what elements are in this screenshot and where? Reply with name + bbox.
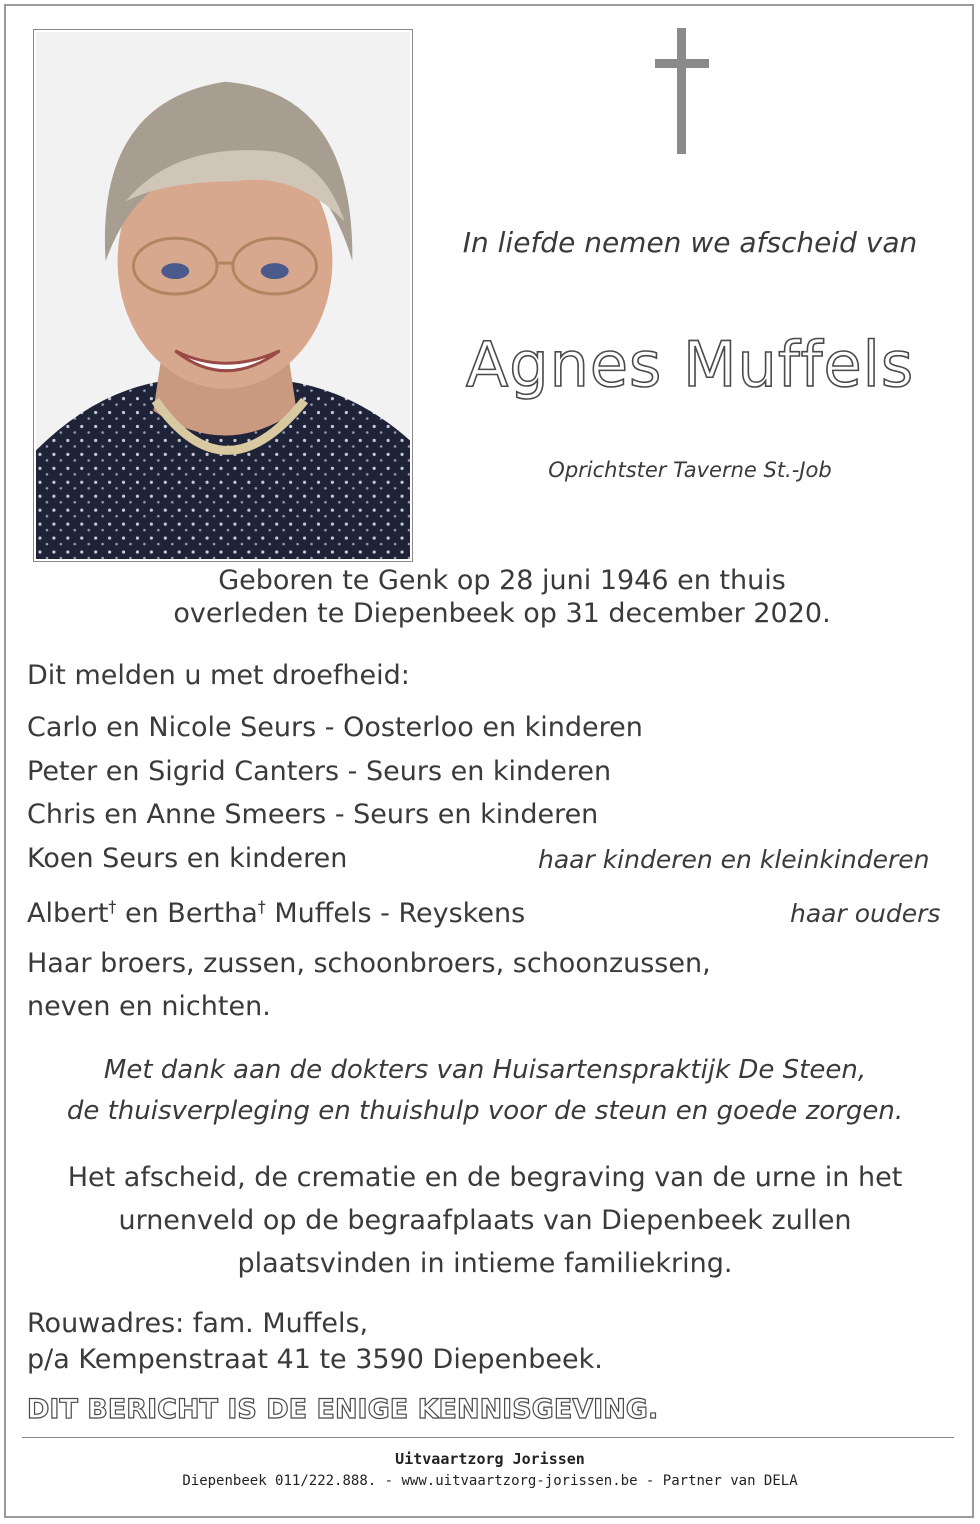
funeral-home-name: Uitvaartzorg Jorissen — [395, 1450, 585, 1468]
farewell-line: urnenveld op de begraafplaats van Diepenbeek zullen — [118, 1205, 852, 1236]
extended-family — [27, 942, 711, 1028]
parent-name: Albert — [27, 898, 109, 929]
parent-conjunction: en Bertha — [116, 898, 258, 929]
funeral-home-details: Diepenbeek 011/222.888. - www.uitvaartzorg-jorissen.be - Partner van DELA — [182, 1473, 798, 1489]
parents-role: haar ouders — [790, 899, 941, 928]
cross-icon — [655, 28, 709, 154]
announcement: Dit melden u met droefheid: — [27, 660, 410, 691]
parents-line — [27, 897, 525, 929]
portrait-photo — [33, 29, 413, 562]
extended-family-line: neven en nichten. — [27, 991, 271, 1022]
dagger-icon: † — [108, 897, 117, 916]
family-line: Koen Seurs en kinderen — [27, 843, 348, 874]
extended-family-line: Haar broers, zussen, schoonbroers, schoonzussen, — [27, 948, 711, 979]
parent-surnames: Muffels - Reyskens — [265, 898, 526, 929]
death-line: overleden te Diepenbeek op 31 december 2020. — [173, 598, 831, 629]
deceased-name: Agnes Muffels — [465, 328, 915, 401]
address-line: p/a Kempenstraat 41 te 3590 Diepenbeek. — [27, 1344, 603, 1375]
life-dates — [0, 564, 980, 630]
dagger-icon: † — [257, 897, 266, 916]
family-line: Chris en Anne Smeers - Seurs en kinderen — [27, 799, 599, 830]
thanks-line: de thuisverpleging en thuishulp voor de steun en goede zorgen. — [66, 1096, 904, 1126]
mourning-address — [27, 1306, 603, 1378]
intro-text: In liefde nemen we afscheid van — [462, 226, 918, 259]
occupation: Oprichtster Taverne St.-Job — [548, 458, 832, 482]
farewell-line: plaatsvinden in intieme familiekring. — [237, 1248, 733, 1279]
children-role: haar kinderen en kleinkinderen — [538, 845, 930, 874]
farewell-text — [0, 1156, 970, 1285]
farewell-line: Het afscheid, de crematie en de begraving van de urne in het — [67, 1162, 903, 1193]
address-line: Rouwadres: fam. Muffels, — [27, 1308, 369, 1339]
family-line: Peter en Sigrid Canters - Seurs en kinderen — [27, 756, 612, 787]
divider — [22, 1437, 954, 1438]
birth-line: Geboren te Genk op 28 juni 1946 en thuis — [218, 565, 786, 596]
thanks-text — [0, 1050, 970, 1132]
thanks-line: Met dank aan de dokters van Huisartenspraktijk De Steen, — [103, 1055, 867, 1085]
only-notice: DIT BERICHT IS DE ENIGE KENNISGEVING. — [27, 1394, 659, 1425]
family-line: Carlo en Nicole Seurs - Oosterloo en kinderen — [27, 712, 643, 743]
